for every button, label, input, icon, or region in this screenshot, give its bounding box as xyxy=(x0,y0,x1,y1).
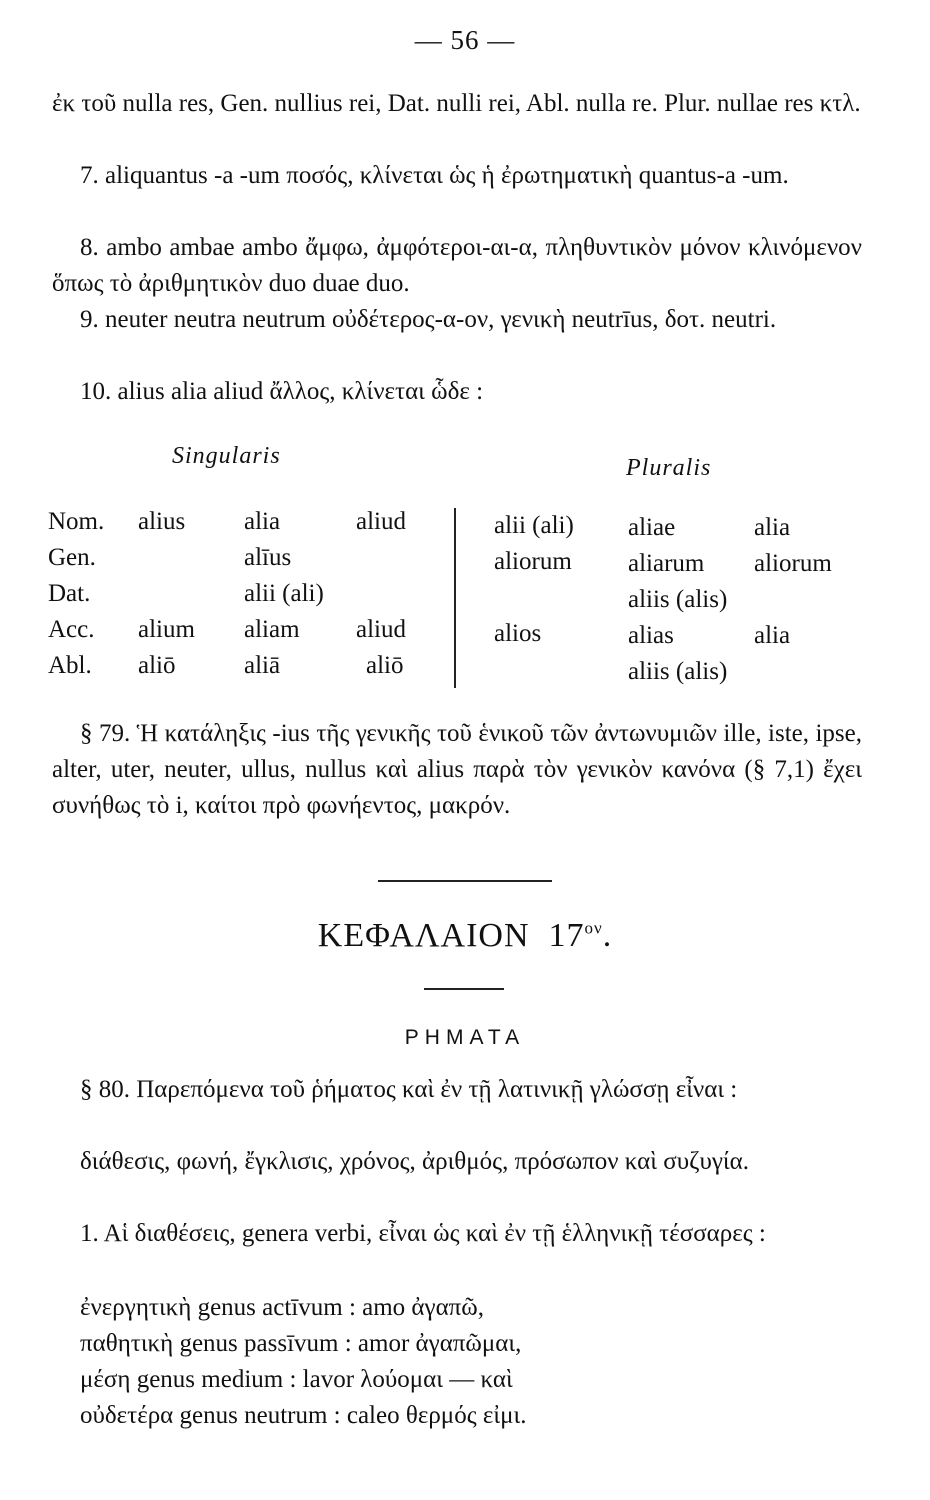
voice-line: οὐδετέρα genus neutrum : caleo θερμός εἰμι. xyxy=(80,1402,527,1429)
case-label: Gen. xyxy=(48,544,96,571)
singular-masculine: aliō xyxy=(138,652,176,679)
singular-feminine: alīus xyxy=(244,544,292,571)
voice-line: ἐνεργητικὴ genus actīvum : amo ἀγαπῶ, xyxy=(80,1294,485,1321)
paragraph-alius: 10. alius alia aliud ἄλλος, κλίνεται ὧδε : xyxy=(80,378,484,405)
paragraph-nulla-res: ἐκ τοῦ nulla res, Gen. nullius rei, Dat. nulli rei, Abl. nulla re. Plur. nullae res κτλ. xyxy=(52,90,861,117)
chapter-title xyxy=(0,918,930,954)
plural-masculine: alii (ali) xyxy=(494,512,574,539)
plural-feminine: aliis (alis) xyxy=(628,658,728,685)
section-79: § 79. Ἡ κατάληξις -ius τῆς γενικῆς τοῦ ἑνικοῦ τῶν ἀντωνυμιῶν ille, iste, ipse, alter, uter, neuter, ullus, nullus καὶ alius παρὰ τὸν γενικὸν κανόνα (§ 7,1) ἔχει συνήθως τὸ i, καίτοι πρὸ φωνήεντος, μακρόν. xyxy=(52,720,862,819)
plural-feminine: aliis (alis) xyxy=(628,586,728,613)
plural-feminine: alias xyxy=(628,622,674,649)
voice-line: παθητικὴ genus passīvum : amor ἀγαπῶμαι, xyxy=(80,1330,522,1357)
singular-feminine: aliā xyxy=(244,652,281,679)
plural-neuter: alia xyxy=(754,514,791,541)
case-label: Abl. xyxy=(48,652,92,679)
singular-feminine: alia xyxy=(244,508,281,535)
divider-rule xyxy=(424,988,504,990)
chapter-suffix: ον xyxy=(584,918,603,938)
plural-header: Pluralis xyxy=(626,455,712,481)
plural-feminine: aliarum xyxy=(628,550,705,577)
divider-rule xyxy=(378,880,552,882)
plural-masculine: alios xyxy=(494,620,542,647)
singular-neuter: aliud xyxy=(356,616,406,643)
singular-neuter: aliō xyxy=(366,652,404,679)
case-label: Nom. xyxy=(48,508,105,535)
table-divider xyxy=(454,508,456,688)
plural-feminine: aliae xyxy=(628,514,676,541)
declension-table xyxy=(48,438,868,688)
singular-feminine: aliam xyxy=(244,616,300,643)
singular-feminine: alii (ali) xyxy=(244,580,324,607)
singular-header: Singularis xyxy=(172,443,281,469)
page-number: — 56 — xyxy=(414,25,516,55)
case-label: Acc. xyxy=(48,616,95,643)
singular-masculine: alium xyxy=(138,616,195,643)
section-80-list: διάθεσις, φωνή, ἔγκλισις, χρόνος, ἀριθμός, πρόσωπον καὶ συζυγία. xyxy=(80,1148,749,1175)
section-80-intro: § 80. Παρεπόμενα τοῦ ῥήματος καὶ ἐν τῇ λατινικῇ γλώσσῃ εἶναι : xyxy=(80,1076,738,1103)
case-label: Dat. xyxy=(48,580,91,607)
chapter-number: 17 xyxy=(548,917,585,954)
paragraph-ambo: 8. ambo ambae ambo ἄμφω, ἀμφότεροι-αι-α, πληθυντικὸν μόνον κλινόμενον ὅπως τὸ ἀριθμητικὸν duo duae duo. xyxy=(52,234,862,297)
singular-neuter: aliud xyxy=(356,508,406,535)
voice-line: μέση genus medium : lavor λούομαι — καὶ xyxy=(80,1366,513,1393)
paragraph-neuter: 9. neuter neutra neutrum οὐδέτερος-α-ον, γενικὴ neutrīus, δοτ. neutri. xyxy=(80,306,777,333)
plural-masculine: aliorum xyxy=(494,548,572,575)
plural-neuter: aliorum xyxy=(754,550,832,577)
plural-neuter: alia xyxy=(754,622,791,649)
paragraph-aliquantus: 7. aliquantus -a -um ποσός, κλίνεται ὡς ἡ ἐρωτηματικὴ quantus-a -um. xyxy=(80,162,789,189)
section-heading: ΡΗΜΑΤΑ xyxy=(404,1026,526,1049)
chapter-word: ΚΕΦΑΛΑΙΟΝ xyxy=(317,917,530,954)
section-80-item-1: 1. Αἱ διαθέσεις, genera verbi, εἶναι ὡς καὶ ἐν τῇ ἑλληνικῇ τέσσαρες : xyxy=(80,1220,766,1247)
chapter-period: . xyxy=(602,917,613,954)
singular-masculine: alius xyxy=(138,508,186,535)
